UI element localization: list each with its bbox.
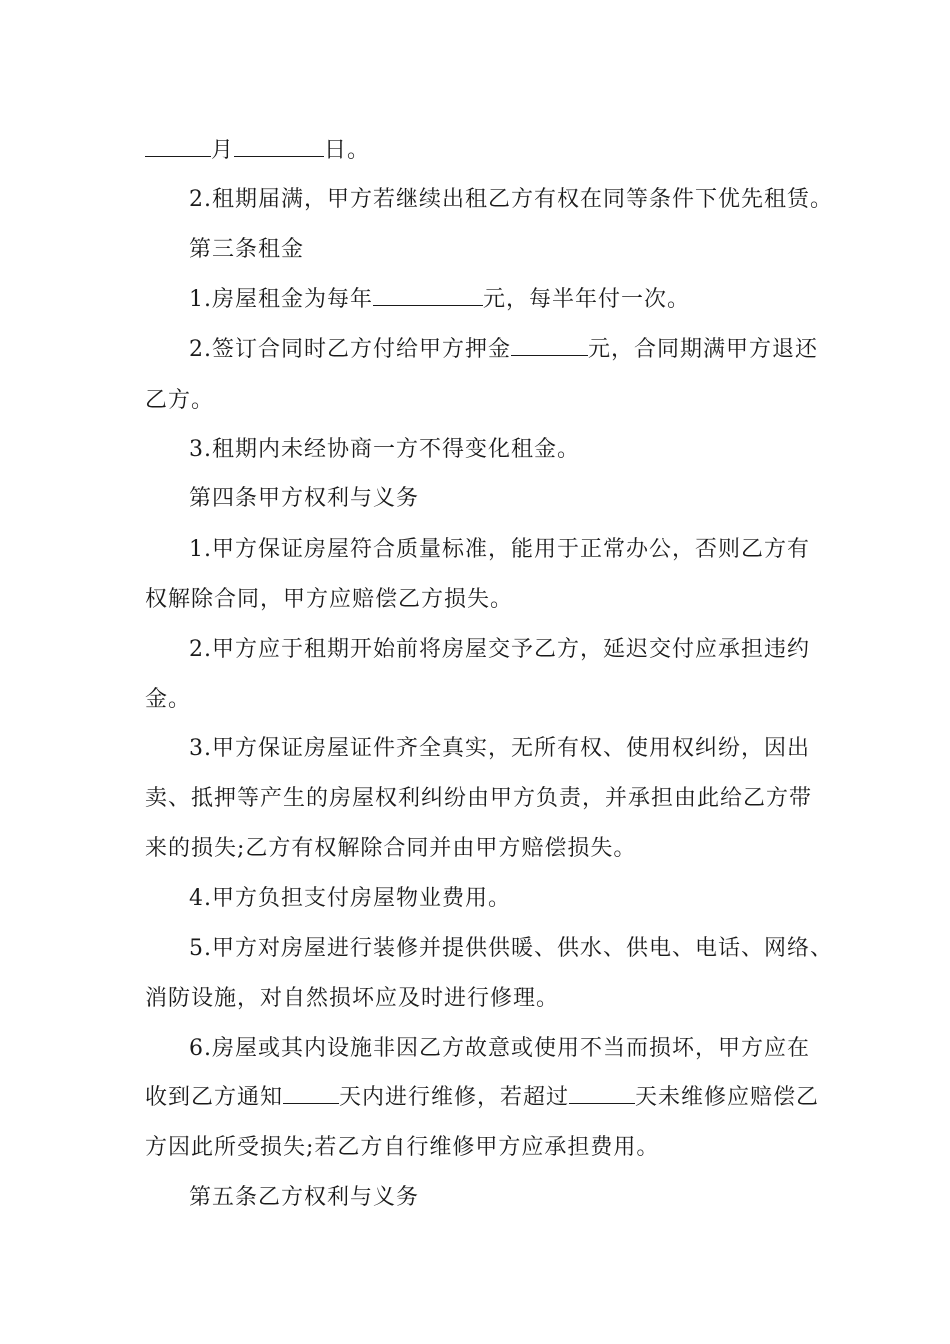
paragraph-line: 3.租期内未经协商一方不得变化租金。: [189, 437, 580, 462]
blank-deposit-amount: [511, 335, 588, 356]
paragraph-line: 来的损失;乙方有权解除合同并由甲方赔偿损失。: [145, 836, 637, 861]
deposit-line: 2.签订合同时乙方付给甲方押金 元，合同期满甲方退还: [189, 337, 819, 362]
paragraph-line: 方因此所受损失;若乙方自行维修甲方应承担费用。: [145, 1135, 660, 1160]
paragraph-line: 6.房屋或其内设施非因乙方故意或使用不当而损坏，甲方应在: [189, 1036, 810, 1061]
paragraph-line: 2.租期届满，甲方若继续出租乙方有权在同等条件下优先租赁。: [189, 187, 833, 212]
paragraph-line: 消防设施，对自然损坏应及时进行修理。: [145, 986, 560, 1011]
paragraph-line: 4.甲方负担支付房屋物业费用。: [189, 886, 511, 911]
paragraph-line: 乙方。: [145, 388, 215, 413]
paragraph-line: 卖、抵押等产生的房屋权利纠纷由甲方负责，并承担由此给乙方带: [145, 786, 813, 811]
paragraph-line: 金。: [145, 687, 192, 712]
paragraph-line: 权解除合同，甲方应赔偿乙方损失。: [145, 587, 514, 612]
rent-amount-line: 1.房屋租金为每年 元，每半年付一次。: [189, 287, 691, 312]
paragraph-line: 3.甲方保证房屋证件齐全真实，无所有权、使用权纠纷，因出: [189, 736, 810, 761]
blank-month: [145, 136, 211, 157]
blank-repair-days: [283, 1083, 339, 1104]
repair-deadline-line: 收到乙方通知 天内进行维修，若超过 天未维修应赔偿乙: [145, 1085, 820, 1110]
blank-rent-amount: [373, 285, 483, 306]
paragraph-line: 5.甲方对房屋进行装修并提供供暖、供水、供电、电话、网络、: [189, 936, 833, 961]
blank-overdue-days: [569, 1083, 635, 1104]
section-heading: 第三条租金: [189, 237, 305, 262]
section-heading: 第四条甲方权利与义务: [189, 486, 420, 511]
paragraph-line: 1.甲方保证房屋符合质量标准，能用于正常办公，否则乙方有: [189, 537, 810, 562]
paragraph-line: 2.甲方应于租期开始前将房屋交予乙方，延迟交付应承担违约: [189, 637, 810, 662]
date-line: 月 日。: [145, 136, 370, 166]
section-heading: 第五条乙方权利与义务: [189, 1185, 420, 1210]
blank-day: [234, 136, 324, 157]
